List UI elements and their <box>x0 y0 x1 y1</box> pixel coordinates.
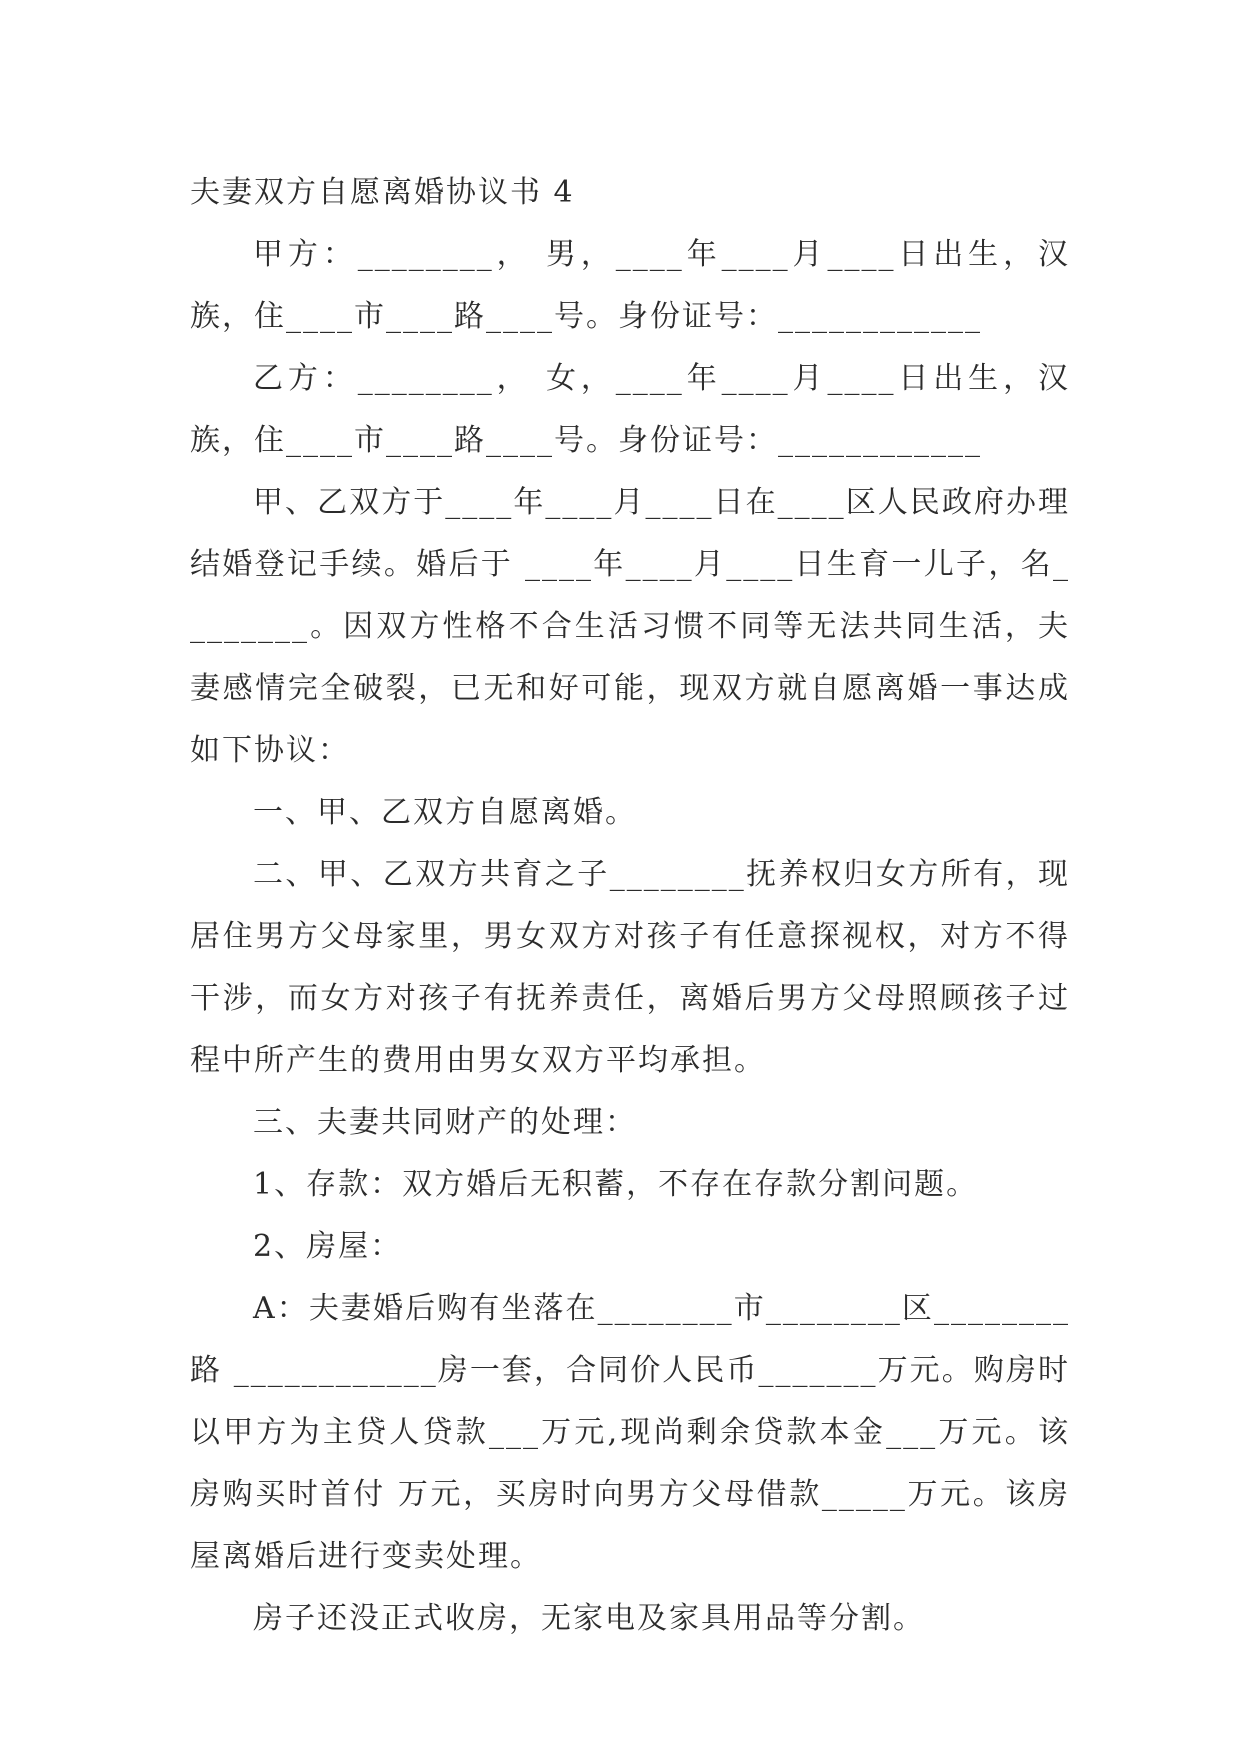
clause-2-custody: 二、甲、乙双方共育之子________抚养权归女方所有，现居住男方父母家里，男女双方对孩子有任意探视权，对方不得干涉，而女方对孩子有抚养责任，离婚后男方父母照顾孩子过程中所产生的费用由男女双方平均承担。 <box>190 857 1070 1078</box>
clause-3-1-savings: 1、存款：双方婚后无积蓄，不存在存款分割问题。 <box>253 1167 979 1202</box>
party-a-paragraph: 甲方：________， 男，____年____月____日出生，汉族，住____市____路____号。身份证号：____________ <box>190 237 1070 334</box>
clause-house-note: 房子还没正式收房，无家电及家具用品等分割。 <box>253 1601 925 1636</box>
clause-3-heading: 三、夫妻共同财产的处理： <box>253 1105 637 1140</box>
marriage-background-paragraph: 甲、乙双方于____年____月____日在____区人民政府办理结婚登记手续。婚后于 ____年____月____日生育一儿子，名________。因双方性格不合生活习惯不同等无法共同生活，夫妻感情完全破裂，已无和好可能，现双方就自愿离婚一事达成如下协议： <box>190 485 1070 768</box>
party-b-paragraph: 乙方：________， 女，____年____月____日出生，汉族，住____市____路____号。身份证号：____________ <box>190 361 1070 458</box>
clause-3-2-house-heading: 2、房屋： <box>253 1229 403 1264</box>
document-title: 夫妻双方自愿离婚协议书 4 <box>190 175 575 210</box>
clause-1: 一、甲、乙双方自愿离婚。 <box>253 795 637 830</box>
clause-house-detail: A：夫妻婚后购有坐落在________市________区________路 ____________房一套，合同价人民币_______万元。购房时以甲方为主贷人贷款___万元,现尚剩余贷款本金___万元。该房购买时首付 万元，买房时向男方父母借款_____万元。该房屋离婚后进行变卖处理。 <box>190 1291 1070 1574</box>
document-body <box>190 162 1070 1650</box>
